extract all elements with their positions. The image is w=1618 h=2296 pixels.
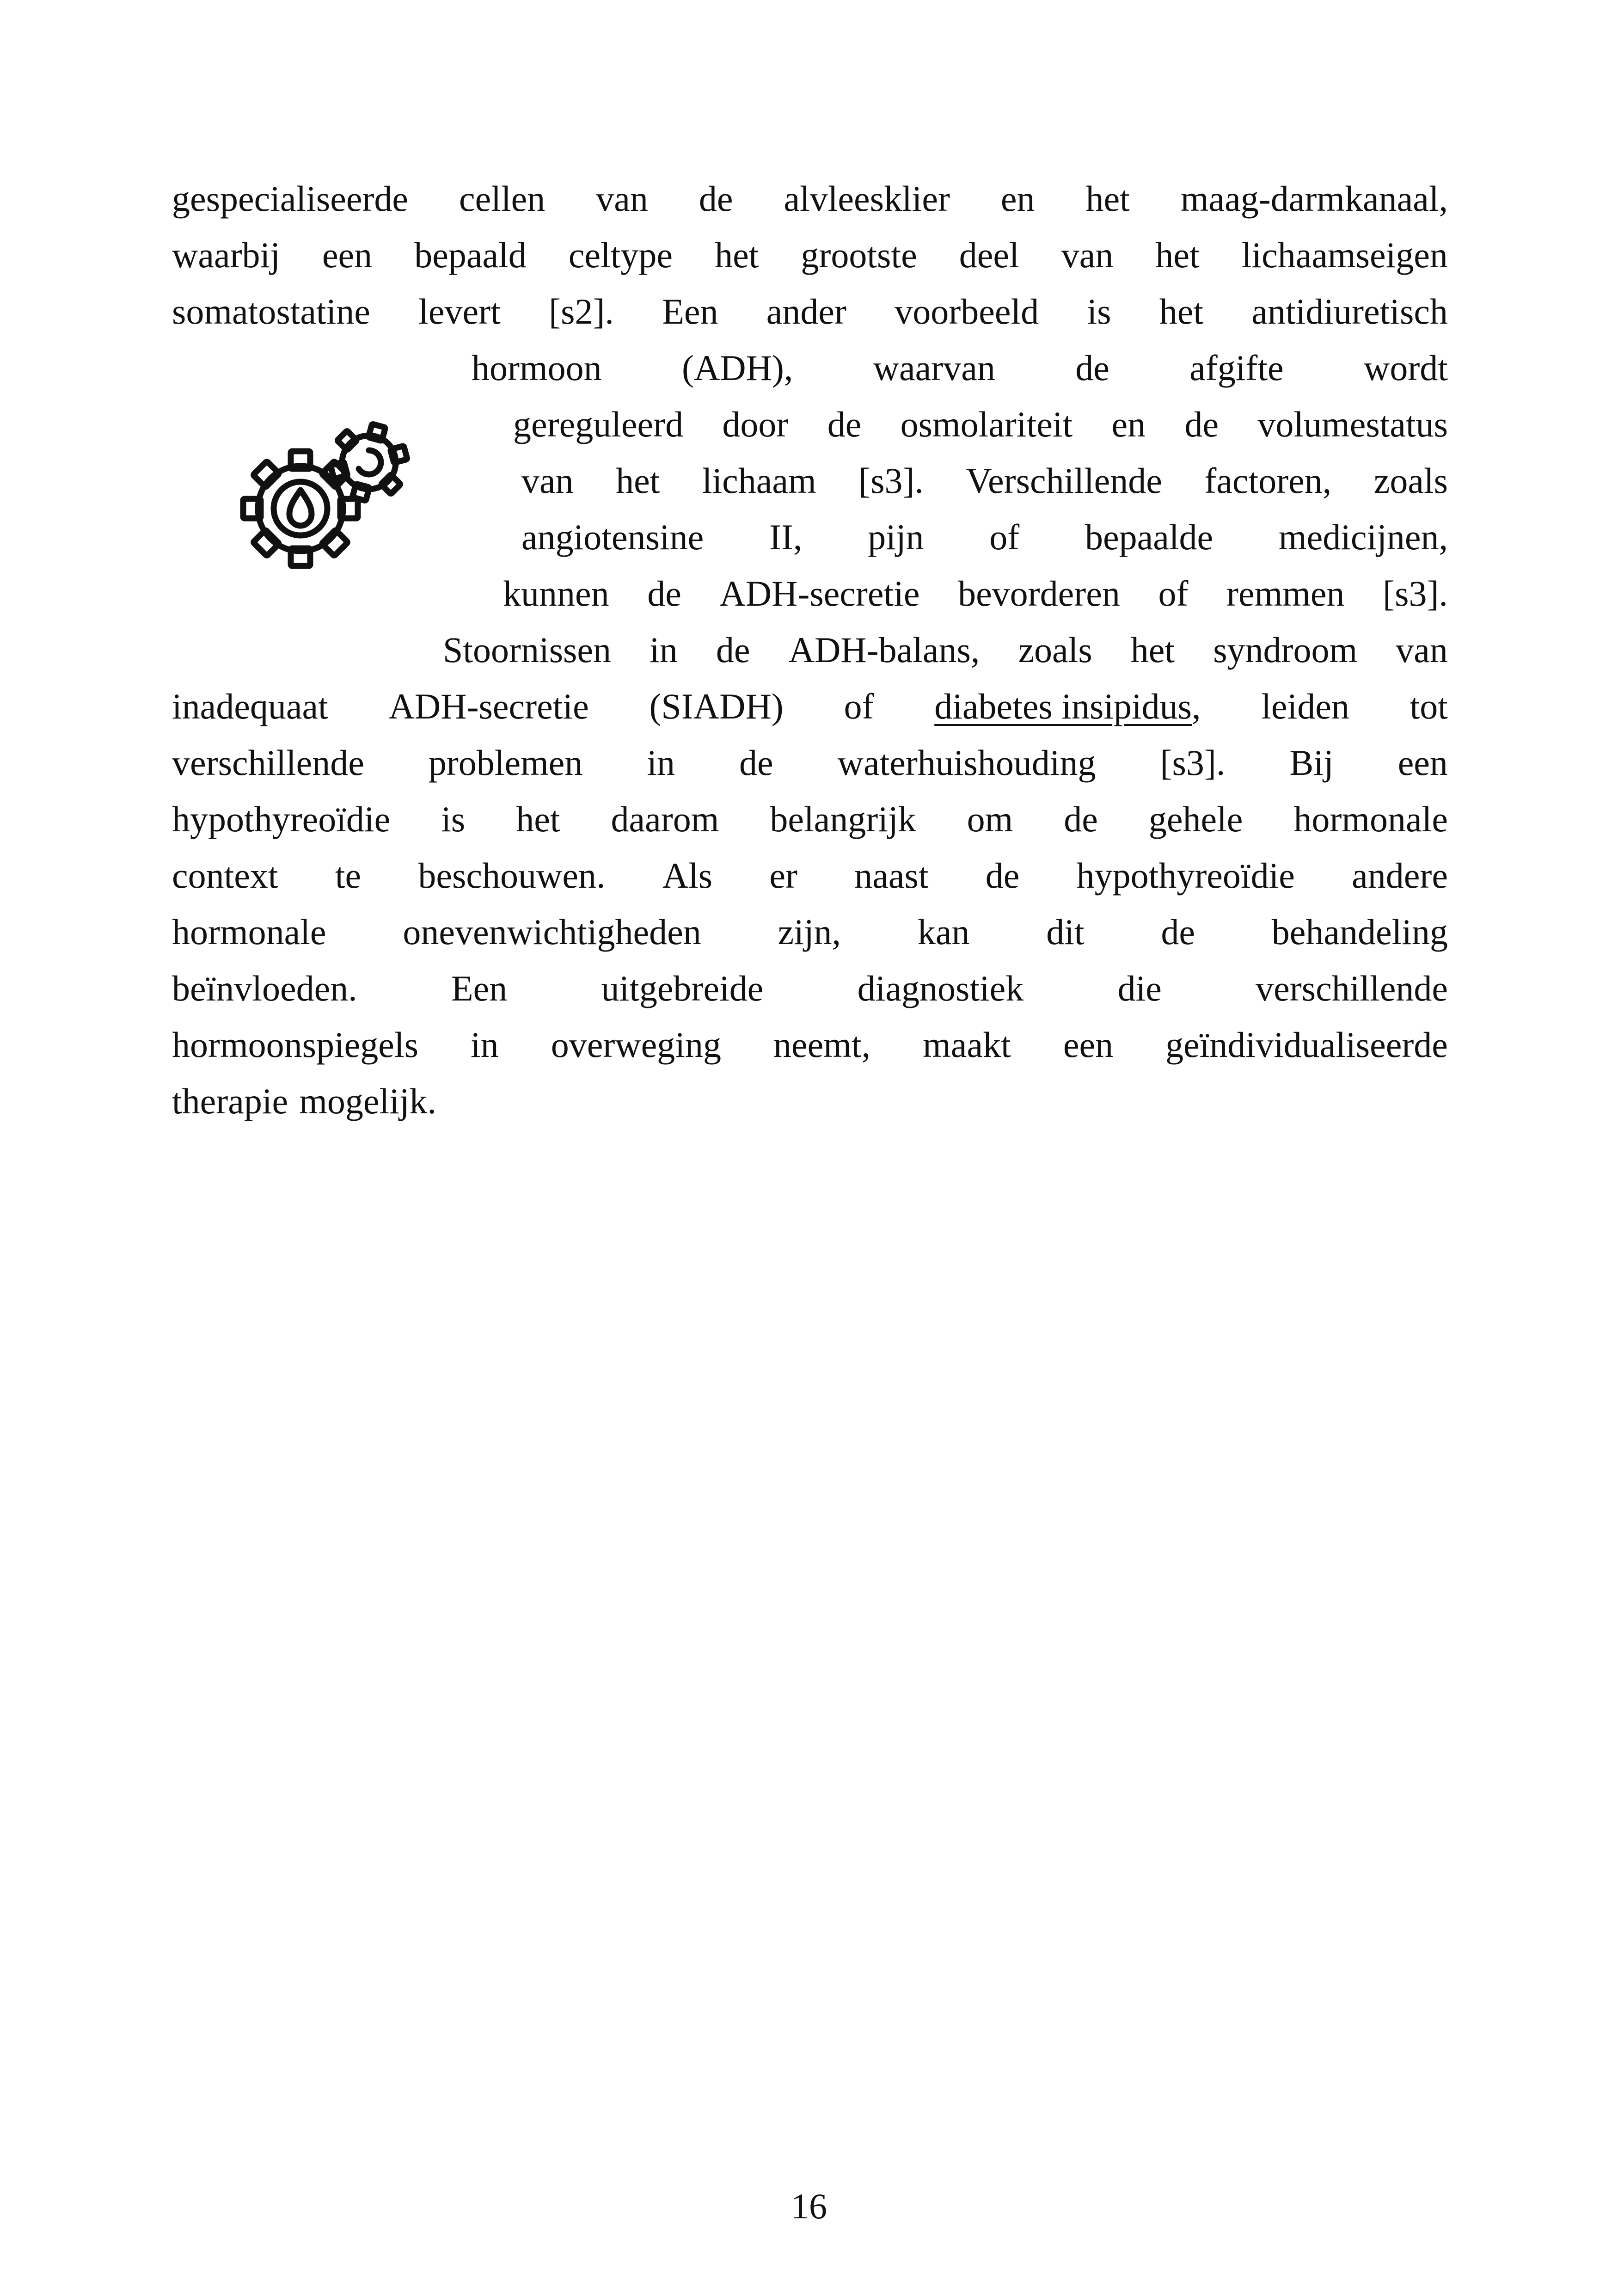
word: angiotensine	[521, 517, 704, 557]
text-line	[172, 909, 1448, 955]
small-gear-arc	[359, 450, 381, 474]
word: leiden	[1261, 686, 1349, 726]
word: waarvan	[873, 348, 995, 388]
diabetes-insipidus-link[interactable]: diabetes insipidus	[934, 686, 1192, 726]
word: maakt	[923, 1025, 1011, 1065]
word: waterhuishouding	[837, 743, 1096, 783]
word: van	[596, 178, 648, 219]
comma: ,	[1192, 686, 1201, 726]
word: daarom	[611, 799, 719, 839]
word: hormoonspiegels	[172, 1025, 418, 1065]
word: van	[521, 460, 574, 501]
text-line	[172, 853, 1448, 899]
word: lichaamseigen	[1241, 235, 1448, 275]
word: Stoornissen	[443, 630, 612, 670]
word: onevenwichtigheden	[403, 912, 701, 952]
word: factoren,	[1204, 460, 1332, 501]
word: Een	[662, 291, 718, 332]
text-line	[503, 571, 1448, 617]
word: verschillende	[172, 743, 364, 783]
word: die	[1117, 968, 1162, 1008]
word: zoals	[1018, 630, 1092, 670]
word: verschillende	[1256, 968, 1448, 1008]
text-line	[172, 176, 1448, 222]
text-line	[172, 232, 1448, 278]
word: syndroom	[1213, 630, 1358, 670]
word: de	[699, 178, 733, 219]
word: therapie	[172, 1081, 288, 1121]
word: de	[1184, 404, 1219, 444]
word: kan	[917, 912, 970, 952]
word: in	[647, 743, 675, 783]
word: de	[827, 404, 862, 444]
word: dit	[1046, 912, 1085, 952]
word: behandeling	[1271, 912, 1448, 952]
word: de	[739, 743, 773, 783]
word: of	[844, 686, 874, 726]
word: tot	[1410, 686, 1448, 726]
word: Een	[451, 968, 508, 1008]
word: een	[1063, 1025, 1114, 1065]
text-line	[172, 740, 1448, 786]
word: gespecialiseerde	[172, 178, 409, 219]
word: waarbij	[172, 235, 280, 275]
word: geïndividualiseerde	[1165, 1025, 1448, 1065]
word: Verschillende	[966, 460, 1162, 501]
word: (ADH),	[681, 348, 793, 388]
text-line	[472, 345, 1448, 391]
word: er	[769, 855, 797, 896]
word: het	[715, 235, 759, 275]
word: remmen	[1226, 573, 1345, 614]
word: of	[1158, 573, 1189, 614]
text-line	[172, 1078, 1448, 1124]
word: of	[989, 517, 1020, 557]
word: voorbeeld	[895, 291, 1039, 332]
word: het	[1155, 235, 1200, 275]
word: [s3].	[1383, 573, 1448, 614]
word: van	[1396, 630, 1448, 670]
word: Bij	[1289, 743, 1334, 783]
word: andere	[1352, 855, 1448, 896]
word: een	[1397, 743, 1448, 783]
word: levert	[418, 291, 501, 332]
word: een	[322, 235, 373, 275]
word: hormoon	[472, 348, 602, 388]
word: [s3].	[1160, 743, 1226, 783]
word: [s3].	[858, 460, 924, 501]
word: inadequaat	[172, 686, 328, 726]
word: ander	[766, 291, 846, 332]
word: diagnostiek	[857, 968, 1024, 1008]
word: de	[1075, 348, 1109, 388]
word: de	[716, 630, 750, 670]
word: wordt	[1363, 348, 1448, 388]
word: hypothyreoïdie	[1076, 855, 1295, 896]
small-gear-ring	[342, 436, 396, 489]
word: en	[1000, 178, 1035, 219]
text-line	[443, 627, 1448, 673]
word: gehele	[1148, 799, 1243, 839]
word: te	[335, 855, 362, 896]
diabetes-insipidus-link-group	[934, 683, 1201, 730]
word: ADH-secretie	[719, 573, 920, 614]
word: de	[985, 855, 1020, 896]
word: en	[1111, 404, 1146, 444]
word: naast	[854, 855, 929, 896]
word: het	[516, 799, 560, 839]
text-line	[513, 401, 1448, 448]
text-line	[172, 289, 1448, 335]
word: beschouwen.	[418, 855, 606, 896]
word: Als	[662, 855, 713, 896]
word: celtype	[568, 235, 673, 275]
word: (SIADH)	[649, 686, 784, 726]
word: is	[1087, 291, 1111, 332]
word: cellen	[459, 178, 545, 219]
gears-with-water-drop-icon	[227, 411, 425, 587]
word: het	[1159, 291, 1204, 332]
word: gereguleerd	[513, 404, 684, 444]
word: bepaalde	[1085, 517, 1214, 557]
word: belangrijk	[770, 799, 916, 839]
word: het	[1085, 178, 1130, 219]
word: beïnvloeden.	[172, 968, 357, 1008]
text-line	[521, 514, 1448, 560]
word: het	[1130, 630, 1175, 670]
word: zijn,	[778, 912, 841, 952]
word: afgifte	[1189, 348, 1284, 388]
text-line	[172, 683, 1448, 730]
word: in	[650, 630, 678, 670]
word: neemt,	[773, 1025, 871, 1065]
word: II,	[769, 517, 803, 557]
text-line	[172, 965, 1448, 1012]
word: context	[172, 855, 278, 896]
word: in	[471, 1025, 499, 1065]
word: de	[1064, 799, 1098, 839]
word: overweging	[551, 1025, 721, 1065]
word: hormonale	[172, 912, 326, 952]
word: grootste	[801, 235, 917, 275]
water-drop-icon	[289, 490, 312, 526]
word: kunnen	[503, 573, 609, 614]
word: om	[967, 799, 1013, 839]
text-line	[521, 458, 1448, 504]
word: problemen	[428, 743, 583, 783]
word: antidiuretisch	[1251, 291, 1448, 332]
word: maag-darmkanaal,	[1180, 178, 1448, 219]
word: [s2].	[549, 291, 614, 332]
word: uitgebreide	[601, 968, 764, 1008]
page-number: 16	[791, 2186, 827, 2226]
word: door	[722, 404, 789, 444]
word: ADH-secretie	[388, 686, 589, 726]
word: bepaald	[414, 235, 527, 275]
word: mogelijk.	[299, 1081, 436, 1121]
word: hormonale	[1293, 799, 1448, 839]
word: het	[616, 460, 660, 501]
word: osmolariteit	[900, 404, 1073, 444]
word: medicijnen,	[1278, 517, 1448, 557]
word: van	[1061, 235, 1114, 275]
word: de	[647, 573, 681, 614]
word: bevorderen	[958, 573, 1120, 614]
word: somatostatine	[172, 291, 370, 332]
text-line	[172, 796, 1448, 842]
word: ADH-balans,	[788, 630, 980, 670]
word: volumestatus	[1257, 404, 1448, 444]
word: hypothyreoïdie	[172, 799, 391, 839]
word: alvleesklier	[784, 178, 950, 219]
word: pijn	[868, 517, 924, 557]
word: deel	[959, 235, 1019, 275]
text-line	[172, 1022, 1448, 1068]
word: lichaam	[702, 460, 816, 501]
word: is	[441, 799, 466, 839]
word: de	[1161, 912, 1195, 952]
word: zoals	[1373, 460, 1448, 501]
